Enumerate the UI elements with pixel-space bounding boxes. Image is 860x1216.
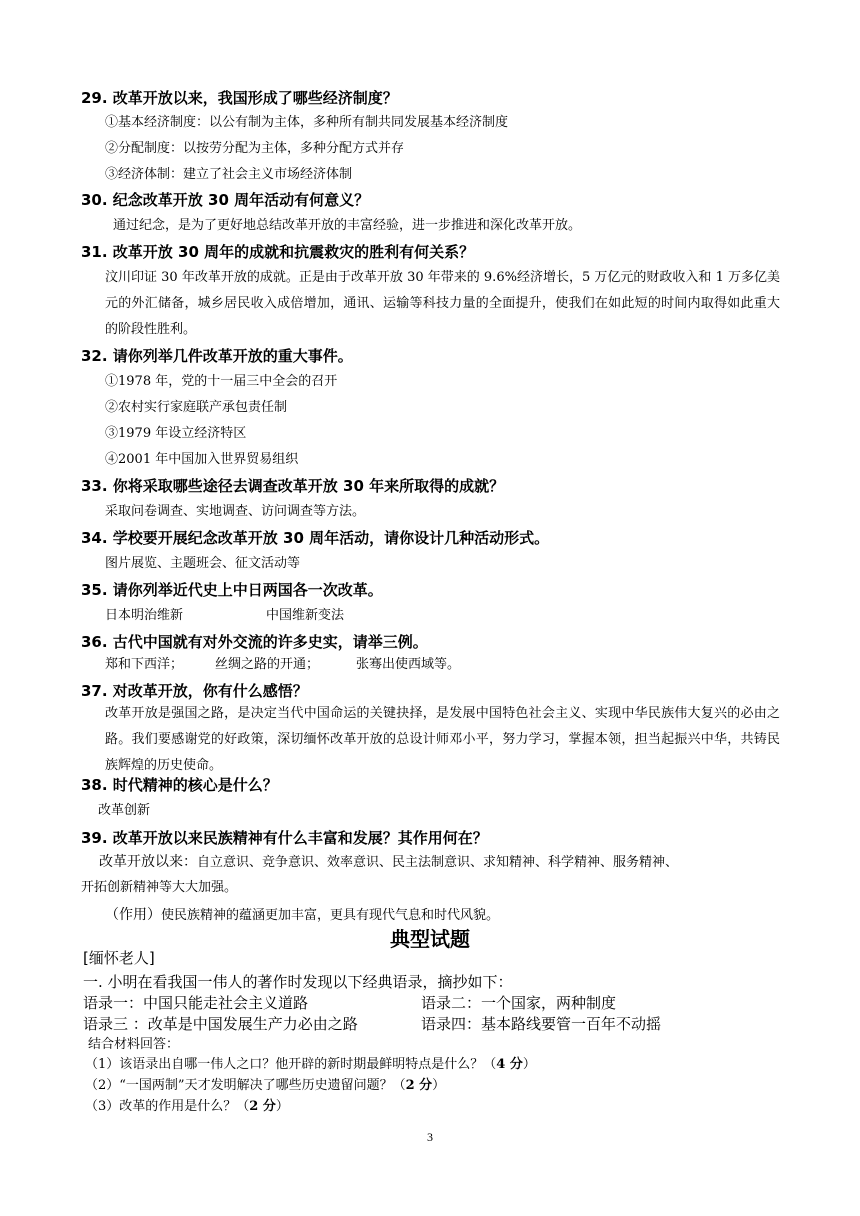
question-32-item-1: ①1978 年，党的十一届三中全会的召开 xyxy=(105,374,338,389)
question-30-title: 30. 纪念改革开放 30 周年活动有何意义？ xyxy=(81,191,370,209)
question-29-item-3: ③经济体制：建立了社会主义市场经济体制 xyxy=(105,167,353,182)
quote-4: 语录四：基本路线要管一百年不动摇 xyxy=(421,1015,662,1033)
question-39-role-text: 使民族精神的蕴涵更加丰富，更具有现代气息和时代风貌。 xyxy=(161,908,500,923)
question-38-answer: 改革创新 xyxy=(98,803,151,818)
section-tag: [缅怀老人] xyxy=(83,949,155,967)
section-heading: 典型试题 xyxy=(390,927,470,951)
question-36-title: 36. 古代中国就有对外交流的许多史实，请举三例。 xyxy=(81,633,428,651)
section-intro: 一. 小明在看我国一伟人的著作时发现以下经典语录，摘抄如下： xyxy=(83,973,513,991)
question-38-title: 38. 时代精神的核心是什么？ xyxy=(81,776,278,794)
question-35-answer-china: 中国维新变法 xyxy=(266,608,345,623)
sub-question-3-end: ） xyxy=(275,1099,289,1114)
quote-2: 语录二：一个国家，两种制度 xyxy=(421,994,617,1012)
question-39-answer-line-1 xyxy=(99,853,678,872)
question-35-answer-japan: 日本明治维新 xyxy=(105,608,184,623)
question-36-answer-2: 丝绸之路的开通； xyxy=(215,657,320,672)
quote-1: 语录一：中国只能走社会主义道路 xyxy=(83,994,309,1012)
question-39-answer-line-2: 开拓创新精神等大大加强。 xyxy=(81,880,238,895)
question-36-answer-1: 郑和下西洋； xyxy=(105,657,184,672)
question-32-item-3: ③1979 年设立经济特区 xyxy=(105,426,247,441)
question-32-item-4: ④2001 年中国加入世界贸易组织 xyxy=(105,452,299,467)
question-33-title: 33. 你将采取哪些途径去调查改革开放 30 年来所取得的成就？ xyxy=(81,477,505,495)
sub-question-3-text: （3）改革的作用是什么？（ xyxy=(85,1099,250,1114)
sub-question-2-text: （2）“一国两制”天才发明解决了哪些历史遗留问题？（ xyxy=(85,1078,406,1093)
question-32-item-2: ②农村实行家庭联产承包责任制 xyxy=(105,400,288,415)
sub-question-2-points: 2 分 xyxy=(405,1078,433,1093)
question-34-title: 34. 学校要开展纪念改革开放 30 周年活动，请你设计几种活动形式。 xyxy=(81,529,550,547)
question-31-title: 31. 改革开放 30 周年的成就和抗震救灾的胜利有何关系？ xyxy=(81,243,475,261)
question-39-role xyxy=(105,906,499,925)
question-39-title: 39. 改革开放以来民族精神有什么丰富和发展？其作用何在？ xyxy=(81,829,488,847)
question-30-answer: 通过纪念，是为了更好地总结改革开放的丰富经验，进一步推进和深化改革开放。 xyxy=(113,218,582,233)
question-39-answer-text: 自立意识、竞争意识、效率意识、民主法制意识、求知精神、科学精神、服务精神、 xyxy=(197,855,679,870)
page-number: 3 xyxy=(427,1130,433,1144)
question-29-item-2: ②分配制度：以按劳分配为主体，多种分配方式并存 xyxy=(105,141,405,156)
sub-question-3-points: 2 分 xyxy=(249,1099,276,1114)
question-39-role-label: （作用） xyxy=(105,907,161,923)
sub-question-1 xyxy=(85,1056,536,1074)
question-31-answer: 汶川印证 30 年改革开放的成就。正是由于改革开放 30 年带来的 9.6%经济增长，5 万亿元的财政收入和 1 万多亿美元的外汇储备，城乡居民收入成倍增加，通讯、运输等科技力量的全面提升，使我们在如此短的时间内取得如此重大的阶段性胜利。 xyxy=(105,270,780,337)
question-34-answer: 图片展览、主题班会、征文活动等 xyxy=(105,556,301,571)
question-37-title: 37. 对改革开放，你有什么感悟？ xyxy=(81,682,308,700)
question-36-answer-3: 张骞出使西域等。 xyxy=(356,657,461,672)
sub-question-1-end: ） xyxy=(522,1057,536,1072)
question-29-item-1: ①基本经济制度：以公有制为主体，多种所有制共同发展基本经济制度 xyxy=(105,115,509,130)
sub-question-2-end: ） xyxy=(432,1078,446,1093)
question-39-lead: 改革开放以来： xyxy=(99,854,197,870)
answer-prompt: 结合材料回答： xyxy=(88,1037,180,1052)
sub-question-3 xyxy=(85,1098,289,1116)
quote-3: 语录三 ：改革是中国发展生产力必由之路 xyxy=(83,1015,358,1033)
question-29-title: 29. 改革开放以来，我国形成了哪些经济制度？ xyxy=(81,89,398,107)
sub-question-1-points: 4 分 xyxy=(496,1057,523,1072)
sub-question-1-text: （1）该语录出自哪一伟人之口？他开辟的新时期最鲜明特点是什么？（ xyxy=(85,1057,497,1072)
question-32-title: 32. 请你列举几件改革开放的重大事件。 xyxy=(81,347,353,365)
sub-question-2 xyxy=(85,1077,445,1095)
question-35-title: 35. 请你列举近代史上中日两国各一次改革。 xyxy=(81,581,383,599)
question-37-answer: 改革开放是强国之路，是决定当代中国命运的关键抉择，是发展中国特色社会主义、实现中华民族伟大复兴的必由之路。我们要感谢党的好政策，深切缅怀改革开放的总设计师邓小平，努力学习，掌握本领，担当起振兴中华，共铸民族辉煌的历史使命。 xyxy=(105,706,780,773)
question-33-answer: 采取问卷调查、实地调查、访问调查等方法。 xyxy=(105,504,366,519)
